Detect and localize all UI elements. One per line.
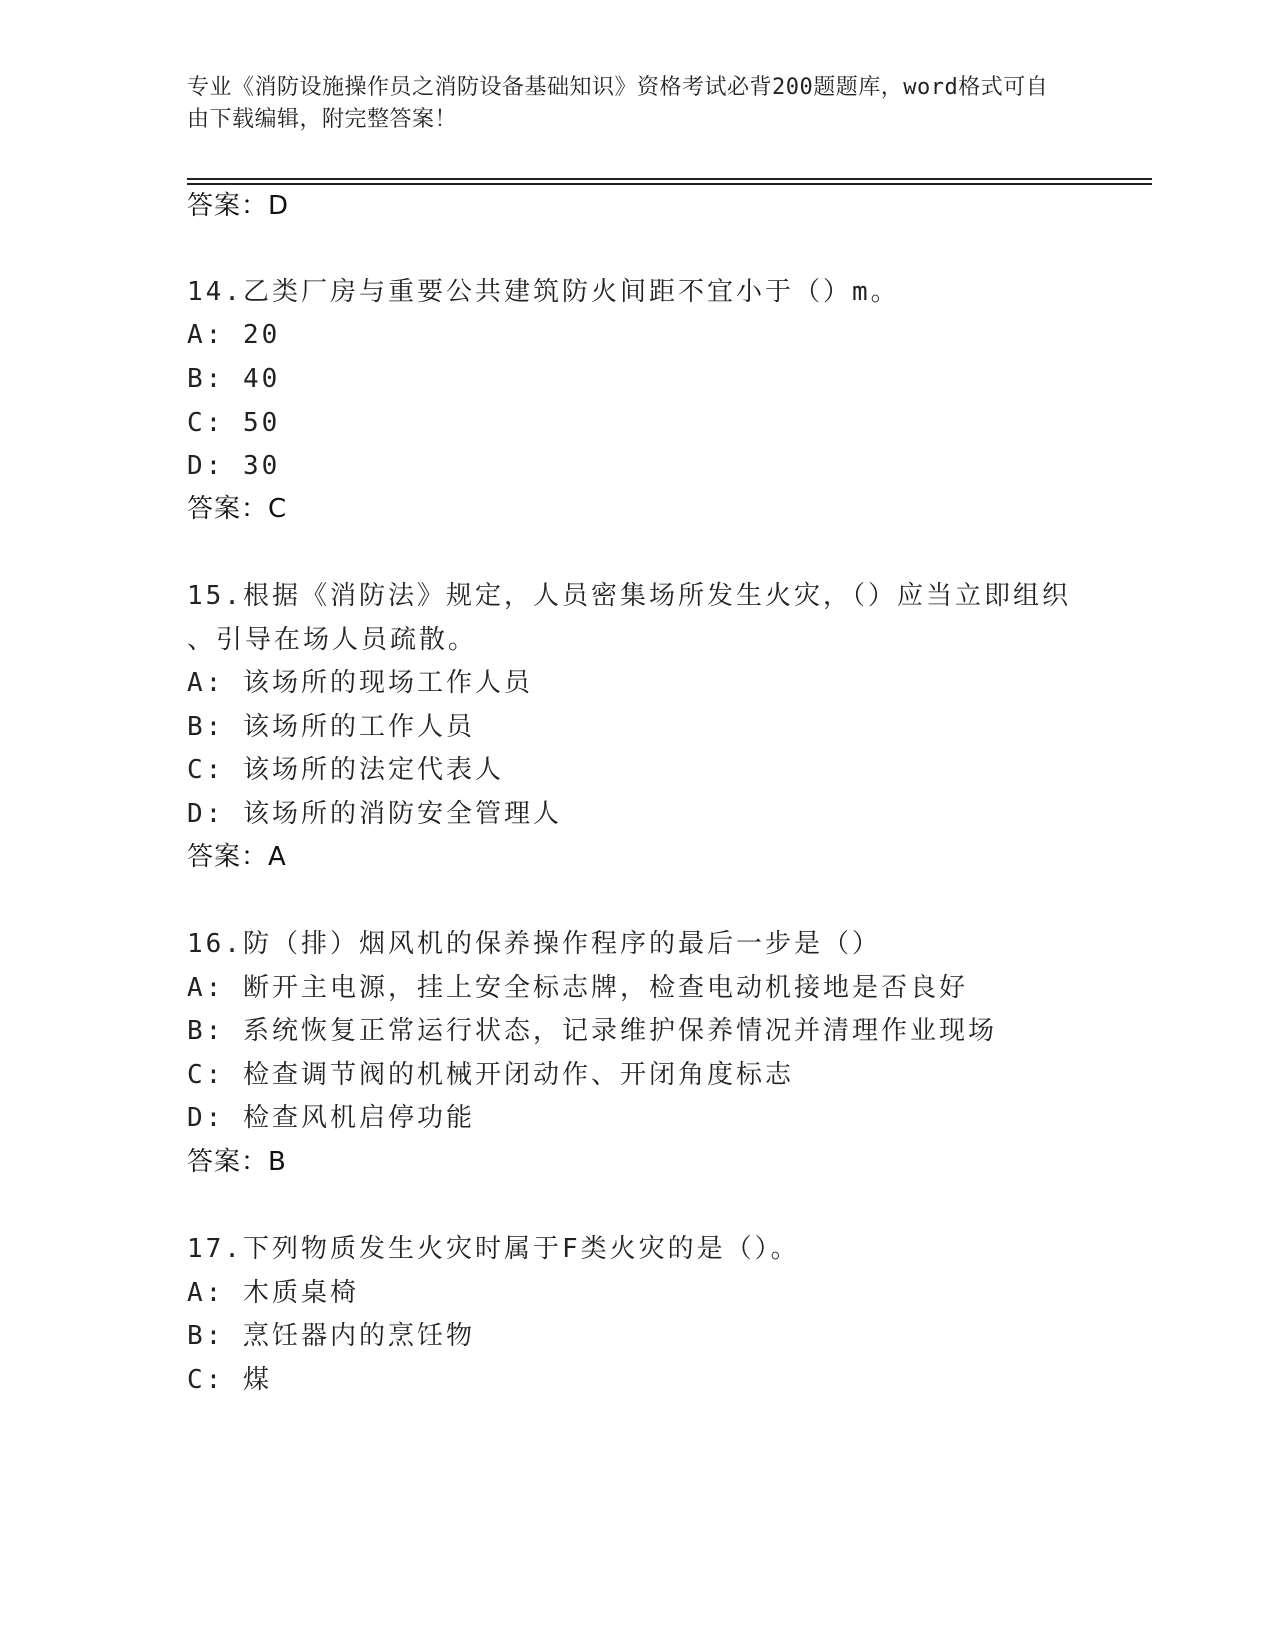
header-rule-top (187, 178, 1152, 180)
question-17-option-b: B: 烹饪器内的烹饪物 (187, 1321, 475, 1351)
answer-label: 答案： (187, 191, 269, 221)
answer-line-16 (187, 1144, 287, 1180)
answer-line-14 (187, 491, 287, 527)
question-15-option-b: B: 该场所的工作人员 (187, 712, 475, 742)
question-16-option-c: C: 检查调节阀的机械开闭动作、开闭角度标志 (187, 1060, 794, 1090)
answer-label: 答案： (187, 1147, 269, 1177)
question-14-option-a: A: 20 (187, 320, 281, 350)
answer-line-15 (187, 839, 287, 875)
answer-label: 答案： (187, 842, 269, 872)
question-17-stem: 17.下列物质发生火灾时属于F类火灾的是（）。 (187, 1234, 800, 1264)
question-17-option-a: A: 木质桌椅 (187, 1278, 359, 1308)
question-14-option-d: D: 30 (187, 451, 281, 481)
question-16-option-a: A: 断开主电源，挂上安全标志牌，检查电动机接地是否良好 (187, 973, 968, 1003)
document-header: 专业《消防设施操作员之消防设备基础知识》资格考试必背200题题库，word格式可自由下载编辑，附完整答案！ (187, 75, 1049, 132)
question-14-option-b: B: 40 (187, 364, 281, 394)
question-14-option-c: C: 50 (187, 408, 281, 438)
answer-value: B (268, 1147, 287, 1177)
answer-value: C (268, 494, 288, 524)
question-15-stem-continued: 、引导在场人员疏散。 (187, 625, 478, 655)
question-15-option-a: A: 该场所的现场工作人员 (187, 668, 533, 698)
answer-line-13 (187, 188, 289, 224)
answer-label: 答案： (187, 494, 269, 524)
question-15-option-d: D: 该场所的消防安全管理人 (187, 799, 562, 829)
question-14-stem: 14.乙类厂房与重要公共建筑防火间距不宜小于（）m。 (187, 277, 900, 307)
question-15-option-c: C: 该场所的法定代表人 (187, 755, 504, 785)
answer-value: A (268, 842, 287, 872)
question-16-option-b: B: 系统恢复正常运行状态，记录维护保养情况并清理作业现场 (187, 1016, 997, 1046)
question-17-option-c: C: 煤 (187, 1365, 272, 1395)
question-15-stem: 15.根据《消防法》规定，人员密集场所发生火灾，（）应当立即组织 (187, 581, 1071, 611)
question-16-option-d: D: 检查风机启停功能 (187, 1103, 475, 1133)
question-16-stem: 16.防（排）烟风机的保养操作程序的最后一步是（） (187, 929, 881, 959)
answer-value: D (268, 191, 290, 221)
header-rule-bottom (187, 183, 1152, 185)
